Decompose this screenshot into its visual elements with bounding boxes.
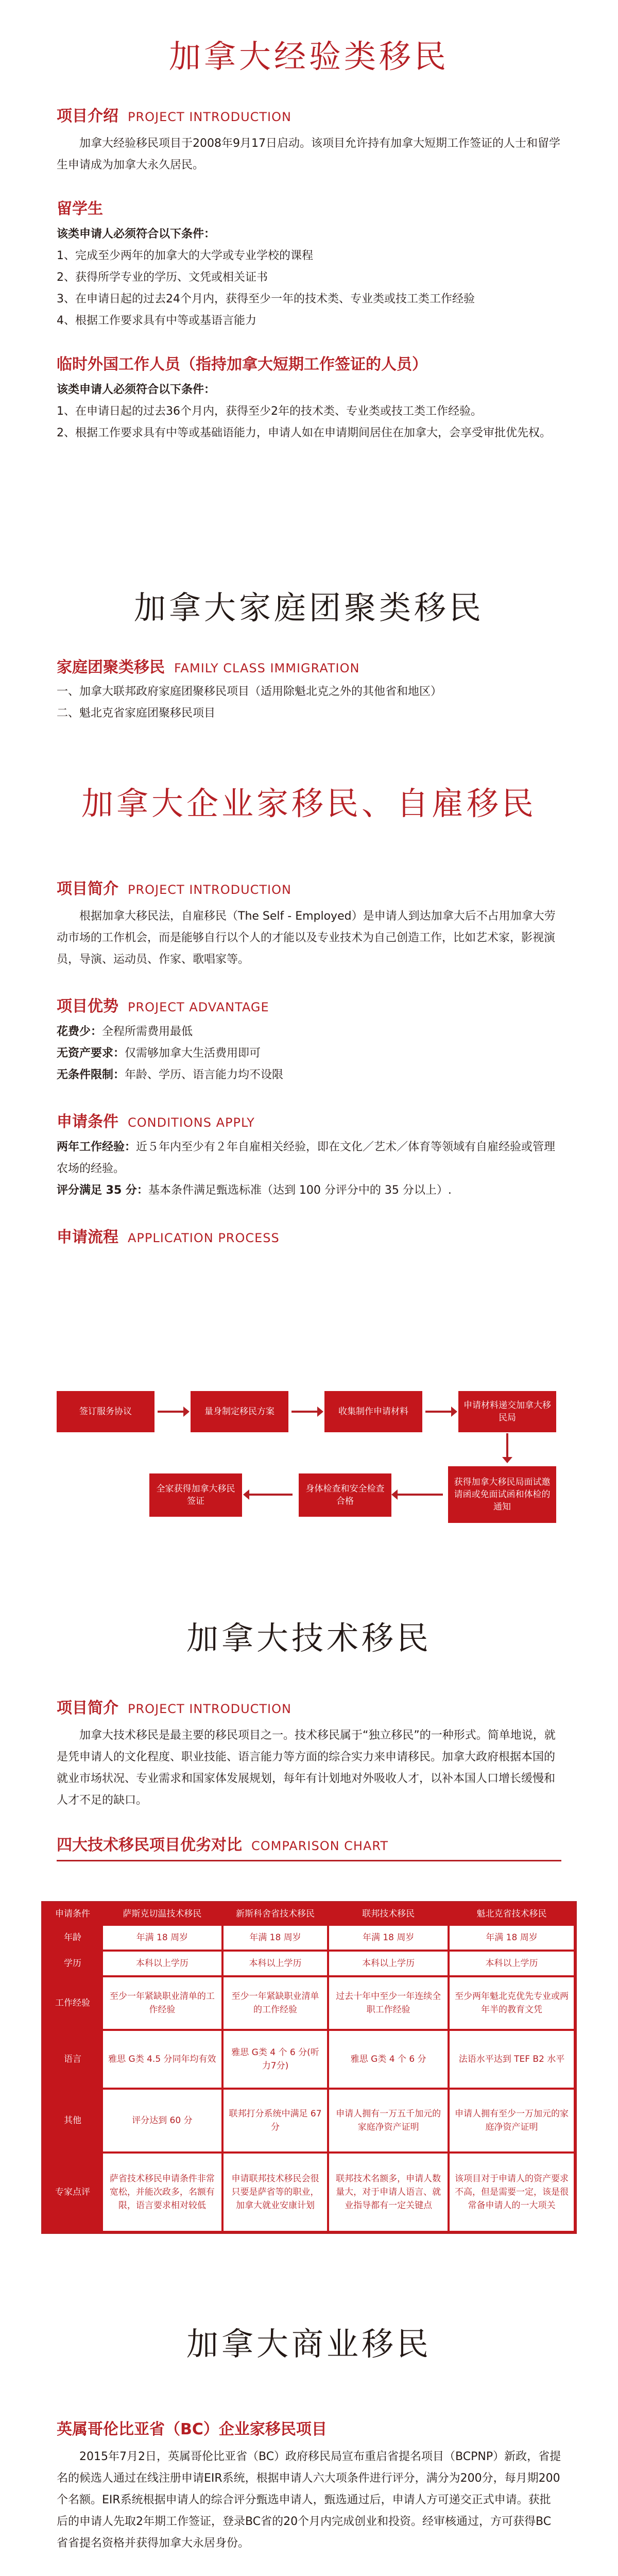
table-cell: 该项目对于申请人的资产要求不高，但是需要一定，该是很常备申请人的一大项关 xyxy=(450,2154,574,2231)
row-label: 学历 xyxy=(44,1952,101,1975)
entrepreneur-cond-heading xyxy=(57,1109,561,1131)
comparison-heading xyxy=(57,1832,561,1855)
experience-intro-text: 加拿大经验移民项目于2008年9月17日启动。该项目允许持有加拿大短期工作签证的人士和留学生申请成为加拿大永久居民。 xyxy=(57,137,560,172)
heading-cn: 申请条件 xyxy=(57,1113,118,1131)
bc-heading: 英属哥伦比亚省（BC）企业家移民项目 xyxy=(57,2420,327,2438)
heading-en: PROJECT INTRODUCTION xyxy=(128,1702,291,1716)
business-block xyxy=(57,2416,561,2576)
table-row xyxy=(44,2031,574,2088)
table-cell: 本科以上学历 xyxy=(329,1952,448,1975)
experience-intro-heading xyxy=(57,103,561,126)
skilled-intro-heading xyxy=(57,1695,561,1718)
heading-en: FAMILY CLASS IMMIGRATION xyxy=(174,661,360,675)
table-cell: 申请人拥有一万五千加元的家庭净资产证明 xyxy=(329,2090,448,2151)
family-heading xyxy=(57,654,561,677)
experience-intro xyxy=(57,103,561,444)
arrow-left-icon xyxy=(248,1494,293,1496)
family-item: 二、魁北克省家庭团聚移民项目 xyxy=(57,707,216,720)
heading-cn: 四大技术移民项目优劣对比 xyxy=(57,1836,242,1854)
table-header-row xyxy=(44,1904,574,1924)
bc-text: 2015年7月2日，英属哥伦比亚省（BC）政府移民局宣布重启省提名项目（BCPNP）新政，省提名的候选人通过在线注册申请EIR系统，根据申请人六大项条件进行评分，满分为200分，每月期200个名额。EIR系统根据申请人的综合评分甄选申请人，甄选通过后，申请人方可递交正式申请。获批后的申请人先取2年期工作签证，登录BC省的20个月内完成创业和投资。经审核通过，方可获得BC省省提名资格并获得加拿大永居身份。 xyxy=(57,2450,561,2550)
worker-req-item: 1、在申请日起的过去36个月内，获得至少2年的技术类、专业类或技工类工作经验。 xyxy=(57,405,482,418)
table-header: 萨斯克切温技术移民 xyxy=(103,1904,221,1924)
process-flowchart xyxy=(57,1391,561,1561)
student-req-item: 2、获得所学专业的学历、文凭或相关证书 xyxy=(57,271,268,284)
row-label: 语言 xyxy=(44,2031,101,2088)
table-header: 联邦技术移民 xyxy=(329,1904,448,1924)
heading-en: APPLICATION PROCESS xyxy=(128,1231,280,1245)
section-title-skilled: 加拿大技术移民 xyxy=(186,1619,432,1657)
heading-en: COMPARISON CHART xyxy=(251,1839,388,1853)
worker-req-heading: 该类申请人必须符合以下条件： xyxy=(57,383,216,396)
table-cell: 本科以上学历 xyxy=(103,1952,221,1975)
process-step: 收集制作申请材料 xyxy=(324,1391,422,1432)
table-cell: 年满 18 周岁 xyxy=(103,1926,221,1950)
entrepreneur-block xyxy=(57,876,561,1247)
divider xyxy=(57,1860,561,1861)
table-cell: 申请人拥有至少一万加元的家庭净资产证明 xyxy=(450,2090,574,2151)
process-step: 量身制定移民方案 xyxy=(191,1391,288,1432)
heading-cn: 项目简介 xyxy=(57,1699,118,1717)
table-row xyxy=(44,2154,574,2231)
heading-en: CONDITIONS APPLY xyxy=(128,1115,255,1130)
heading-cn: 申请流程 xyxy=(57,1228,118,1246)
condition-item: 评分满足 35 分：基本条件满足甄选标准（达到 100 分评分中的 35 分以上）. xyxy=(57,1184,452,1197)
student-req-item: 4、根据工作要求具有中等或基语言能力 xyxy=(57,314,256,327)
arrow-down-icon xyxy=(506,1433,508,1458)
table-cell: 联邦技术名额多，申请人数量大，对于申请人语言、就业指导都有一定关键点 xyxy=(329,2154,448,2231)
arrow-right-icon xyxy=(425,1411,452,1413)
table-cell: 联邦打分系统中满足 67 分 xyxy=(224,2090,328,2151)
table-cell: 至少一年紧缺职业清单的工作经验 xyxy=(103,1977,221,2029)
table-header: 申请条件 xyxy=(44,1904,101,1924)
table-header: 魁北克省技术移民 xyxy=(450,1904,574,1924)
entrepreneur-intro-text: 根据加拿大移民法，自雇移民（The Self - Employed）是申请人到达加拿大后不占用加拿大劳动市场的工作机会，而是能够自行以个人的才能以及专业技术为自己创造工作，比如艺术家，影视演员，导演、运动员、作家、歌唱家等。 xyxy=(57,910,556,966)
heading-en: PROJECT INTRODUCTION xyxy=(128,110,291,124)
table-cell: 年满 18 周岁 xyxy=(450,1926,574,1950)
table-cell: 本科以上学历 xyxy=(450,1952,574,1975)
advantage-item: 无资产要求：仅需够加拿大生活费用即可 xyxy=(57,1047,261,1060)
heading-cn: 项目优势 xyxy=(57,997,118,1015)
heading-cn xyxy=(57,2573,118,2576)
table-cell: 年满 18 周岁 xyxy=(329,1926,448,1950)
table-cell: 法语水平达到 TEF B2 水平 xyxy=(450,2031,574,2088)
student-heading: 留学生 xyxy=(57,200,103,218)
entrepreneur-intro-heading xyxy=(57,876,561,899)
student-req-heading: 该类申请人必须符合以下条件： xyxy=(57,228,216,241)
student-req-item: 1、完成至少两年的加拿大的大学或专业学校的课程 xyxy=(57,249,313,262)
table-cell: 评分达到 60 分 xyxy=(103,2090,221,2151)
worker-heading: 临时外国工作人员（指持加拿大短期工作签证的人员） xyxy=(57,355,427,374)
advantage-item: 无条件限制：年龄、学历、语言能力均不设限 xyxy=(57,1069,284,1081)
table-cell: 雅思 G类 4.5 分同年均有效 xyxy=(103,2031,221,2088)
table-cell: 雅思 G类 4 个 6 分(听力7分) xyxy=(224,2031,328,2088)
business-cond-heading xyxy=(57,2573,561,2576)
row-label: 专家点评 xyxy=(44,2154,101,2231)
process-step: 身体检查和安全检查合格 xyxy=(299,1473,391,1517)
row-label: 工作经验 xyxy=(44,1977,101,2029)
arrow-right-icon xyxy=(158,1411,184,1413)
table-cell: 至少一年紧缺职业清单的工作经验 xyxy=(224,1977,328,2029)
comparison-table xyxy=(41,1901,577,2234)
table-cell: 萨省技术移民申请条件非常宽松，并能次政多，名额有限，语言要求相对较低 xyxy=(103,2154,221,2231)
section-title-entrepreneur: 加拿大企业家移民、自雇移民 xyxy=(81,785,537,822)
heading-cn: 项目简介 xyxy=(57,880,118,898)
process-step: 签订服务协议 xyxy=(57,1391,154,1432)
heading-en: PROJECT ADVANTAGE xyxy=(128,1000,269,1014)
table-cell: 本科以上学历 xyxy=(224,1952,328,1975)
skilled-block xyxy=(57,1695,561,1861)
advantage-item: 花费少：全程所需费用最低 xyxy=(57,1025,193,1038)
heading-cn: 家庭团聚类移民 xyxy=(57,658,165,676)
heading-en: PROJECT INTRODUCTION xyxy=(128,883,291,897)
table-cell: 过去十年中至少一年连续全职工作经验 xyxy=(329,1977,448,2029)
section-title-family: 加拿大家庭团聚类移民 xyxy=(133,589,484,626)
table-row xyxy=(44,2090,574,2151)
table-cell: 雅思 G类 4 个 6 分 xyxy=(329,2031,448,2088)
table-cell: 至少两年魁北克优先专业或两年半的教育文凭 xyxy=(450,1977,574,2029)
condition-item: 两年工作经验：近５年内至少有２年自雇相关经验，即在文化／艺术／体育等领域有自雇经验或管理农场的经验。 xyxy=(57,1141,556,1175)
table-row xyxy=(44,1952,574,1975)
arrow-left-icon xyxy=(397,1494,443,1496)
table-cell: 申请联邦技术移民会很只要是萨省等的职业，加拿大就业安康计划 xyxy=(224,2154,328,2231)
heading-cn: 项目介绍 xyxy=(57,107,118,125)
worker-req-item: 2、根据工作要求具有中等或基础语能力，申请人如在申请期间居住在加拿大，会享受审批优先权。 xyxy=(57,427,552,439)
table-header: 新斯科舍省技术移民 xyxy=(224,1904,328,1924)
section-title-business: 加拿大商业移民 xyxy=(186,2325,432,2363)
process-step: 获得加拿大移民局面试邀请函或免面试函和体检的通知 xyxy=(448,1466,556,1523)
table-row xyxy=(44,1926,574,1950)
process-step: 全家获得加拿大移民签证 xyxy=(149,1473,242,1517)
table-row xyxy=(44,1977,574,2029)
row-label: 其他 xyxy=(44,2090,101,2151)
process-step: 申请材料递交加拿大移民局 xyxy=(458,1391,556,1432)
student-req-item: 3、在申请日起的过去24个月内，获得至少一年的技术类、专业类或技工类工作经验 xyxy=(57,293,475,306)
family-item: 一、加拿大联邦政府家庭团聚移民项目（适用除魁北克之外的其他省和地区） xyxy=(57,685,442,698)
row-label: 年龄 xyxy=(44,1926,101,1950)
family-block xyxy=(57,654,561,724)
process-heading xyxy=(57,1224,561,1247)
skilled-intro-text: 加拿大技术移民是最主要的移民项目之一。技术移民属于“独立移民”的一种形式。简单地说，就是凭申请人的文化程度、职业技能、语言能力等方面的综合实力来申请移民。加拿大政府根据本国的就业市场状况、专业需求和国家体发展规划，每年有计划地对外吸收人才，以补本国人口增长缓慢和人才不足的缺口。 xyxy=(57,1729,556,1807)
section-title-experience: 加拿大经验类移民 xyxy=(168,38,449,75)
entrepreneur-adv-heading xyxy=(57,993,561,1016)
arrow-right-icon xyxy=(291,1411,318,1413)
table-cell: 年满 18 周岁 xyxy=(224,1926,328,1950)
